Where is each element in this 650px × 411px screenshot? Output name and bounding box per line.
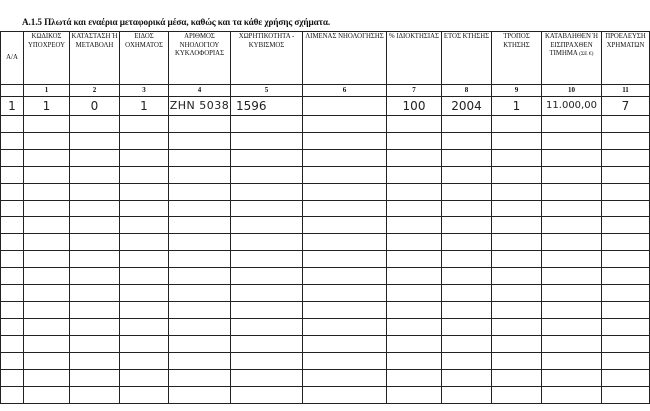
empty-cell bbox=[169, 336, 231, 353]
empty-cell bbox=[387, 336, 442, 353]
empty-cell bbox=[492, 302, 542, 319]
empty-cell bbox=[602, 251, 650, 268]
entry-code: 1 bbox=[24, 96, 70, 115]
empty-cell bbox=[492, 319, 542, 336]
empty-cell bbox=[70, 115, 120, 132]
empty-cell bbox=[24, 115, 70, 132]
empty-cell bbox=[1, 115, 24, 132]
empty-cell bbox=[169, 302, 231, 319]
empty-cell bbox=[120, 319, 169, 336]
empty-cell bbox=[542, 370, 602, 387]
empty-cell bbox=[303, 149, 387, 166]
empty-cell bbox=[120, 268, 169, 285]
header-acquisition: ΤΡΟΠΟΣ ΚΤΗΣΗΣ bbox=[492, 32, 542, 85]
empty-cell bbox=[70, 285, 120, 302]
empty-cell bbox=[70, 132, 120, 149]
empty-cell bbox=[24, 336, 70, 353]
empty-cell bbox=[542, 336, 602, 353]
empty-cell bbox=[120, 115, 169, 132]
empty-cell bbox=[303, 115, 387, 132]
empty-cell bbox=[387, 200, 442, 217]
empty-cell bbox=[602, 387, 650, 404]
column-number: 8 bbox=[442, 85, 492, 97]
header-ownership: % ΙΔΙΟΚΤΗΣΙΑΣ bbox=[387, 32, 442, 85]
column-number: 3 bbox=[120, 85, 169, 97]
empty-cell bbox=[70, 353, 120, 370]
empty-cell bbox=[442, 200, 492, 217]
empty-cell bbox=[492, 387, 542, 404]
empty-cell bbox=[231, 268, 303, 285]
empty-cell bbox=[169, 132, 231, 149]
empty-cell bbox=[70, 166, 120, 183]
header-row bbox=[1, 32, 650, 85]
empty-cell bbox=[492, 200, 542, 217]
empty-cell bbox=[24, 319, 70, 336]
empty-cell bbox=[169, 319, 231, 336]
table-row bbox=[1, 96, 650, 115]
empty-cell bbox=[70, 183, 120, 200]
empty-cell bbox=[542, 183, 602, 200]
column-number: 2 bbox=[70, 85, 120, 97]
header-status: ΚΑΤΑΣΤΑΣΗ Ή ΜΕΤΑΒΟΛΗ bbox=[70, 32, 120, 85]
empty-cell bbox=[1, 302, 24, 319]
empty-cell bbox=[492, 149, 542, 166]
empty-cell bbox=[492, 336, 542, 353]
empty-cell bbox=[169, 200, 231, 217]
empty-cell bbox=[70, 268, 120, 285]
empty-cell bbox=[1, 234, 24, 251]
table-row bbox=[1, 268, 650, 285]
empty-cell bbox=[387, 217, 442, 234]
empty-cell bbox=[602, 336, 650, 353]
empty-cell bbox=[24, 149, 70, 166]
empty-cell bbox=[602, 285, 650, 302]
empty-cell bbox=[602, 217, 650, 234]
empty-cell bbox=[169, 115, 231, 132]
empty-cell bbox=[602, 268, 650, 285]
vehicles-table bbox=[0, 31, 650, 404]
column-number: 10 bbox=[542, 85, 602, 97]
empty-cell bbox=[303, 387, 387, 404]
entry-aa: 1 bbox=[1, 96, 24, 115]
empty-cell bbox=[231, 166, 303, 183]
empty-cell bbox=[602, 200, 650, 217]
empty-cell bbox=[303, 200, 387, 217]
empty-cell bbox=[24, 132, 70, 149]
empty-cell bbox=[120, 302, 169, 319]
empty-cell bbox=[442, 217, 492, 234]
empty-cell bbox=[24, 234, 70, 251]
column-number bbox=[1, 85, 24, 97]
empty-cell bbox=[303, 285, 387, 302]
empty-cell bbox=[1, 149, 24, 166]
empty-cell bbox=[602, 302, 650, 319]
empty-cell bbox=[70, 302, 120, 319]
empty-cell bbox=[387, 166, 442, 183]
empty-cell bbox=[24, 166, 70, 183]
empty-cell bbox=[442, 251, 492, 268]
empty-cell bbox=[602, 132, 650, 149]
empty-cell bbox=[120, 251, 169, 268]
empty-cell bbox=[542, 234, 602, 251]
empty-cell bbox=[442, 353, 492, 370]
column-number: 11 bbox=[602, 85, 650, 97]
empty-cell bbox=[387, 285, 442, 302]
empty-cell bbox=[542, 217, 602, 234]
empty-cell bbox=[442, 319, 492, 336]
table-row bbox=[1, 166, 650, 183]
empty-cell bbox=[169, 387, 231, 404]
empty-cell bbox=[70, 234, 120, 251]
empty-cell bbox=[542, 353, 602, 370]
empty-cell bbox=[1, 268, 24, 285]
table-row bbox=[1, 387, 650, 404]
empty-cell bbox=[70, 251, 120, 268]
empty-cell bbox=[70, 336, 120, 353]
empty-cell bbox=[602, 319, 650, 336]
empty-cell bbox=[442, 268, 492, 285]
empty-cell bbox=[492, 353, 542, 370]
empty-cell bbox=[303, 319, 387, 336]
empty-cell bbox=[1, 353, 24, 370]
table-row bbox=[1, 183, 650, 200]
empty-cell bbox=[387, 319, 442, 336]
empty-cell bbox=[303, 132, 387, 149]
empty-cell bbox=[542, 302, 602, 319]
empty-cell bbox=[70, 217, 120, 234]
empty-cell bbox=[120, 200, 169, 217]
empty-cell bbox=[303, 251, 387, 268]
header-price-unit: (ΣΕ €) bbox=[579, 51, 594, 58]
empty-cell bbox=[24, 268, 70, 285]
empty-cell bbox=[442, 387, 492, 404]
empty-cell bbox=[24, 285, 70, 302]
column-number: 6 bbox=[303, 85, 387, 97]
empty-cell bbox=[169, 353, 231, 370]
empty-cell bbox=[492, 183, 542, 200]
empty-cell bbox=[542, 149, 602, 166]
empty-cell bbox=[169, 217, 231, 234]
table-row bbox=[1, 370, 650, 387]
empty-cell bbox=[169, 251, 231, 268]
empty-cell bbox=[231, 200, 303, 217]
empty-cell bbox=[120, 217, 169, 234]
empty-cell bbox=[70, 319, 120, 336]
empty-cell bbox=[231, 115, 303, 132]
empty-cell bbox=[169, 285, 231, 302]
empty-cell bbox=[231, 183, 303, 200]
empty-cell bbox=[492, 217, 542, 234]
table-row bbox=[1, 319, 650, 336]
column-number: 5 bbox=[231, 85, 303, 97]
empty-cell bbox=[542, 115, 602, 132]
empty-cell bbox=[602, 149, 650, 166]
empty-cell bbox=[442, 336, 492, 353]
column-number-row bbox=[1, 85, 650, 97]
empty-cell bbox=[120, 234, 169, 251]
empty-cell bbox=[602, 115, 650, 132]
table-row bbox=[1, 149, 650, 166]
empty-cell bbox=[231, 234, 303, 251]
table-row bbox=[1, 217, 650, 234]
empty-cell bbox=[387, 353, 442, 370]
empty-cell bbox=[231, 353, 303, 370]
empty-cell bbox=[442, 302, 492, 319]
empty-cell bbox=[1, 200, 24, 217]
empty-cell bbox=[231, 370, 303, 387]
empty-cell bbox=[1, 370, 24, 387]
empty-cell bbox=[169, 234, 231, 251]
table-row bbox=[1, 115, 650, 132]
empty-cell bbox=[24, 183, 70, 200]
header-aa: Α/Α bbox=[1, 32, 24, 85]
empty-cell bbox=[120, 370, 169, 387]
empty-cell bbox=[492, 251, 542, 268]
entry-capacity: 1596 bbox=[231, 96, 303, 115]
section-title: Α.1.5 Πλωτά και εναέρια μεταφορικά μέσα, καθώς και τα κάθε χρήσης σχήματα. bbox=[22, 17, 331, 27]
empty-cell bbox=[231, 336, 303, 353]
empty-cell bbox=[303, 353, 387, 370]
empty-cell bbox=[442, 166, 492, 183]
empty-cell bbox=[231, 302, 303, 319]
column-number: 1 bbox=[24, 85, 70, 97]
empty-cell bbox=[303, 268, 387, 285]
empty-cell bbox=[387, 149, 442, 166]
empty-cell bbox=[442, 285, 492, 302]
empty-cell bbox=[1, 319, 24, 336]
empty-cell bbox=[387, 302, 442, 319]
empty-cell bbox=[70, 387, 120, 404]
empty-cell bbox=[442, 132, 492, 149]
entry-port bbox=[303, 96, 387, 115]
empty-cell bbox=[387, 370, 442, 387]
empty-cell bbox=[442, 370, 492, 387]
empty-cell bbox=[492, 132, 542, 149]
empty-cell bbox=[542, 251, 602, 268]
empty-cell bbox=[442, 234, 492, 251]
empty-cell bbox=[231, 251, 303, 268]
header-type: ΕΙΔΟΣ ΟΧΗΜΑΤΟΣ bbox=[120, 32, 169, 85]
entry-price: 11.000,00 bbox=[542, 96, 602, 115]
empty-cell bbox=[70, 200, 120, 217]
empty-cell bbox=[492, 285, 542, 302]
table-row bbox=[1, 302, 650, 319]
empty-cell bbox=[169, 183, 231, 200]
empty-cell bbox=[542, 268, 602, 285]
empty-cell bbox=[492, 268, 542, 285]
empty-cell bbox=[169, 166, 231, 183]
empty-cell bbox=[70, 149, 120, 166]
empty-cell bbox=[1, 132, 24, 149]
empty-cell bbox=[120, 336, 169, 353]
empty-cell bbox=[120, 285, 169, 302]
entry-acquisition: 1 bbox=[492, 96, 542, 115]
empty-cell bbox=[492, 115, 542, 132]
header-fund-origin: ΠΡΟΕΛΕΥΣΗ ΧΡΗΜΑΤΩΝ bbox=[602, 32, 650, 85]
empty-cell bbox=[24, 353, 70, 370]
column-number: 7 bbox=[387, 85, 442, 97]
empty-cell bbox=[120, 132, 169, 149]
empty-cell bbox=[303, 217, 387, 234]
empty-cell bbox=[120, 387, 169, 404]
column-number: 9 bbox=[492, 85, 542, 97]
empty-cell bbox=[542, 132, 602, 149]
empty-cell bbox=[492, 234, 542, 251]
empty-cell bbox=[1, 217, 24, 234]
empty-cell bbox=[1, 336, 24, 353]
empty-cell bbox=[1, 285, 24, 302]
empty-cell bbox=[70, 370, 120, 387]
empty-cell bbox=[120, 166, 169, 183]
table-row bbox=[1, 234, 650, 251]
empty-cell bbox=[24, 251, 70, 268]
empty-cell bbox=[24, 200, 70, 217]
empty-cell bbox=[303, 234, 387, 251]
empty-cell bbox=[303, 336, 387, 353]
table-row bbox=[1, 336, 650, 353]
header-port: ΛΙΜΕΝΑΣ ΝΗΟΛΟΓΗΣΗΣ bbox=[303, 32, 387, 85]
empty-cell bbox=[231, 285, 303, 302]
empty-cell bbox=[120, 353, 169, 370]
empty-cell bbox=[231, 217, 303, 234]
empty-cell bbox=[303, 302, 387, 319]
empty-cell bbox=[303, 166, 387, 183]
empty-cell bbox=[442, 149, 492, 166]
empty-cell bbox=[1, 251, 24, 268]
empty-cell bbox=[231, 132, 303, 149]
empty-cell bbox=[24, 217, 70, 234]
header-registration: ΑΡΙΘΜΟΣ ΝΗΟΛΟΓΙΟΥ ΚΥΚΛΟΦΟΡΙΑΣ bbox=[169, 32, 231, 85]
empty-cell bbox=[1, 166, 24, 183]
table-row bbox=[1, 200, 650, 217]
empty-cell bbox=[24, 302, 70, 319]
column-number: 4 bbox=[169, 85, 231, 97]
header-capacity: ΧΩΡΗΤΙΚΟΤΗΤΑ - ΚΥΒΙΣΜΟΣ bbox=[231, 32, 303, 85]
empty-cell bbox=[492, 370, 542, 387]
header-price-label: ΚΑΤΑΒΛΗΘΕΝ Ή ΕΙΣΠΡΑΧΘΕΝ ΤΙΜΗΜΑ bbox=[544, 33, 599, 58]
empty-cell bbox=[1, 387, 24, 404]
empty-cell bbox=[542, 166, 602, 183]
header-price bbox=[542, 32, 602, 85]
empty-cell bbox=[602, 353, 650, 370]
empty-cell bbox=[231, 387, 303, 404]
empty-cell bbox=[24, 387, 70, 404]
empty-cell bbox=[169, 149, 231, 166]
empty-cell bbox=[602, 166, 650, 183]
empty-cell bbox=[387, 268, 442, 285]
empty-cell bbox=[602, 234, 650, 251]
entry-status: 0 bbox=[70, 96, 120, 115]
empty-cell bbox=[24, 370, 70, 387]
empty-cell bbox=[169, 370, 231, 387]
empty-cell bbox=[169, 268, 231, 285]
empty-cell bbox=[120, 183, 169, 200]
empty-cell bbox=[231, 319, 303, 336]
entry-ownership: 100 bbox=[387, 96, 442, 115]
empty-cell bbox=[387, 251, 442, 268]
empty-cell bbox=[303, 183, 387, 200]
empty-cell bbox=[387, 183, 442, 200]
empty-cell bbox=[1, 183, 24, 200]
empty-cell bbox=[442, 115, 492, 132]
empty-cell bbox=[387, 234, 442, 251]
empty-cell bbox=[442, 183, 492, 200]
empty-cell bbox=[120, 149, 169, 166]
empty-cell bbox=[542, 285, 602, 302]
empty-cell bbox=[303, 370, 387, 387]
empty-cell bbox=[602, 370, 650, 387]
table-row bbox=[1, 132, 650, 149]
entry-year: 2004 bbox=[442, 96, 492, 115]
empty-cell bbox=[387, 132, 442, 149]
table-row bbox=[1, 285, 650, 302]
header-year: ΕΤΟΣ ΚΤΗΣΗΣ bbox=[442, 32, 492, 85]
entry-registration: ZHN 5038 bbox=[169, 96, 231, 115]
header-code: ΚΩΔΙΚΟΣ ΥΠΟΧΡΕΟΥ bbox=[24, 32, 70, 85]
empty-cell bbox=[231, 149, 303, 166]
table-row bbox=[1, 353, 650, 370]
entry-fund-origin: 7 bbox=[602, 96, 650, 115]
empty-cell bbox=[542, 387, 602, 404]
empty-cell bbox=[387, 115, 442, 132]
empty-cell bbox=[542, 200, 602, 217]
empty-cell bbox=[387, 387, 442, 404]
table-row bbox=[1, 251, 650, 268]
empty-cell bbox=[602, 183, 650, 200]
entry-type: 1 bbox=[120, 96, 169, 115]
empty-cell bbox=[542, 319, 602, 336]
empty-cell bbox=[492, 166, 542, 183]
